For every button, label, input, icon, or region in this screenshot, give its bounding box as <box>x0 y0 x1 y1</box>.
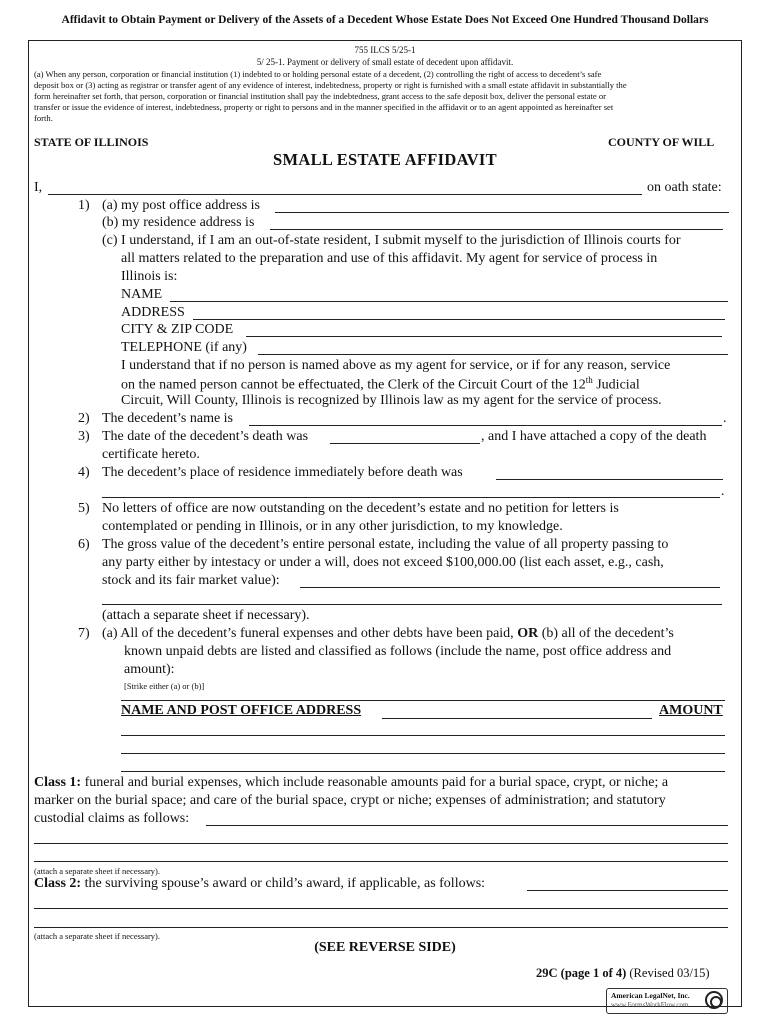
intro-prefix: I, <box>34 180 43 195</box>
attach-sheet-note: (attach a separate sheet if necessary). <box>34 866 161 876</box>
document-header: Affidavit to Obtain Payment or Delivery of the Assets of a Decedent Whose Estate Does Not Exceed One Hundred Thousand Dollars <box>61 14 709 26</box>
column-header-amount: AMOUNT <box>659 703 723 718</box>
statute-section: 5/ 25-1. Payment or delivery of small estate of decedent upon affidavit. <box>256 57 514 67</box>
publisher-name: American LegalNet, Inc. <box>611 991 690 1000</box>
residence-label: (b) my residence address is <box>102 215 255 230</box>
agent-telephone-label: TELEPHONE (if any) <box>121 340 247 355</box>
period: . <box>721 484 725 499</box>
post-office-label: (a) my post office address is <box>102 198 260 213</box>
out-of-state-text: Illinois is: <box>121 269 178 284</box>
class1-field-2[interactable] <box>34 843 728 844</box>
agent-city-zip-field[interactable] <box>246 336 722 337</box>
asset-list-field[interactable] <box>300 587 720 588</box>
gross-value-text: stock and its fair market value): <box>102 573 280 588</box>
class1-text: Class 1: funeral and burial expenses, which include reasonable amounts paid for a burial space, crypt, or niche; a <box>34 775 669 790</box>
see-reverse-side: (SEE REVERSE SIDE) <box>314 940 456 955</box>
class2-field-2[interactable] <box>34 908 728 909</box>
debts-text: (a) All of the decedent’s funeral expenses and other debts have been paid, OR (b) all of the decedent’s <box>102 626 674 641</box>
period: . <box>723 411 727 426</box>
item-number: 6) <box>78 537 90 552</box>
debt-entry-line[interactable] <box>121 771 725 772</box>
decedent-name-field[interactable] <box>249 425 722 426</box>
residence-address-field[interactable] <box>270 229 723 230</box>
asset-list-field-2[interactable] <box>102 604 722 605</box>
item-number: 2) <box>78 411 90 426</box>
death-date-label: The date of the decedent’s death was <box>102 429 309 444</box>
death-certificate-text: , and I have attached a copy of the death <box>481 429 707 444</box>
item-number: 4) <box>78 465 90 480</box>
affiant-name-field[interactable] <box>48 194 642 195</box>
debts-text: known unpaid debts are listed and classified as follows (include the name, post office address and <box>124 644 672 659</box>
strike-note: [Strike either (a) or (b)] <box>124 681 205 691</box>
class1-field-3[interactable] <box>34 861 728 862</box>
publisher-emblem-icon <box>705 991 723 1009</box>
statute-citation: 755 ILCS 5/25-1 <box>354 45 416 55</box>
death-certificate-text: certificate hereto. <box>102 447 200 462</box>
residence-before-death-field[interactable] <box>496 479 723 480</box>
residence-before-death-label: The decedent’s place of residence immediately before death was <box>102 465 463 480</box>
state-label: STATE OF ILLINOIS <box>34 135 149 149</box>
agent-city-zip-label: CITY & ZIP CODE <box>121 322 234 337</box>
death-date-field[interactable] <box>330 443 480 444</box>
agent-address-label: ADDRESS <box>121 305 185 320</box>
debt-header-rule <box>121 700 725 701</box>
class1-text: custodial claims as follows: <box>34 811 190 826</box>
letters-of-office-text: No letters of office are now outstanding on the decedent’s estate and no petition for letters is <box>102 501 619 516</box>
debts-text: amount): <box>124 662 175 677</box>
item-number: 5) <box>78 501 90 516</box>
attach-sheet-note: (attach a separate sheet if necessary). <box>34 931 161 941</box>
agent-name-label: NAME <box>121 287 163 302</box>
class2-text: Class 2: the surviving spouse’s award or child’s award, if applicable, as follows: <box>34 876 486 891</box>
county-label: COUNTY OF WILL <box>608 135 715 149</box>
gross-value-text: The gross value of the decedent’s entire personal estate, including the value of all property passing to <box>102 537 669 552</box>
column-header-rule <box>382 718 652 719</box>
item-number: 1) <box>78 198 90 213</box>
publisher-url: www.FormsWorkFlow.com <box>611 1001 689 1009</box>
decedent-name-label: The decedent’s name is <box>102 411 234 426</box>
intro-suffix: on oath state: <box>647 180 722 195</box>
statute-body: (a) When any person, corporation or financial institution (1) indebted to or holding personal estate of a decedent, (2) controlling the right of access to decedent’s safe deposit box or (3) acting as registrar or transfer agent of any evidence of interest, indebtedness, property or right is furnished with a small estate affidavit in substantially the form hereinafter set forth, that person, corporation or financial institution shall pay the indebtedness, grant access to the safe deposit box, deliver the personal estate or transfer or issue the evidence of interest, indebtedness, property or right to persons and in the manner specified in the affidavit or to an agent appointed as hereinafter set forth. <box>34 69 627 123</box>
agent-address-field[interactable] <box>193 319 725 320</box>
class2-field[interactable] <box>527 890 728 891</box>
form-title: SMALL ESTATE AFFIDAVIT <box>273 150 497 169</box>
post-office-address-field[interactable] <box>275 212 729 213</box>
out-of-state-text: all matters related to the preparation and use of this affidavit. My agent for service of process in <box>121 251 658 266</box>
agent-telephone-field[interactable] <box>258 354 728 355</box>
class1-text: marker on the burial space; and care of the burial space, crypt or niche; expenses of administration; and statutory <box>34 793 666 808</box>
attach-sheet-note: (attach a separate sheet if necessary). <box>102 608 310 623</box>
publisher-logo <box>606 988 728 1014</box>
agent-name-field[interactable] <box>170 301 728 302</box>
form-number: 29C (page 1 of 4) (Revised 03/15) <box>536 966 710 980</box>
class1-field[interactable] <box>206 825 728 826</box>
item-number: 7) <box>78 626 90 641</box>
column-header-name: NAME AND POST OFFICE ADDRESS <box>121 703 362 718</box>
letters-of-office-text: contemplated or pending in Illinois, or in any other jurisdiction, to my knowledge. <box>102 519 563 534</box>
agent-notice-text: on the named person cannot be effectuated, the Clerk of the Circuit Court of the 12th Judicial <box>121 375 640 393</box>
agent-notice-text: Circuit, Will County, Illinois is recognized by Illinois law as my agent for the service of process. <box>121 393 662 408</box>
debt-entry-line[interactable] <box>121 753 725 754</box>
residence-before-death-field-2[interactable] <box>102 497 720 498</box>
item-number: 3) <box>78 429 90 444</box>
out-of-state-text: (c) I understand, if I am an out-of-state resident, I submit myself to the jurisdiction of Illinois courts for <box>102 233 681 248</box>
debt-entry-line[interactable] <box>121 735 725 736</box>
agent-notice-text: I understand that if no person is named above as my agent for service, or if for any reason, service <box>121 358 671 373</box>
gross-value-text: any party either by intestacy or under a will, does not exceed $100,000.00 (list each asset, e.g., cash, <box>102 555 664 570</box>
class2-field-3[interactable] <box>34 927 728 928</box>
